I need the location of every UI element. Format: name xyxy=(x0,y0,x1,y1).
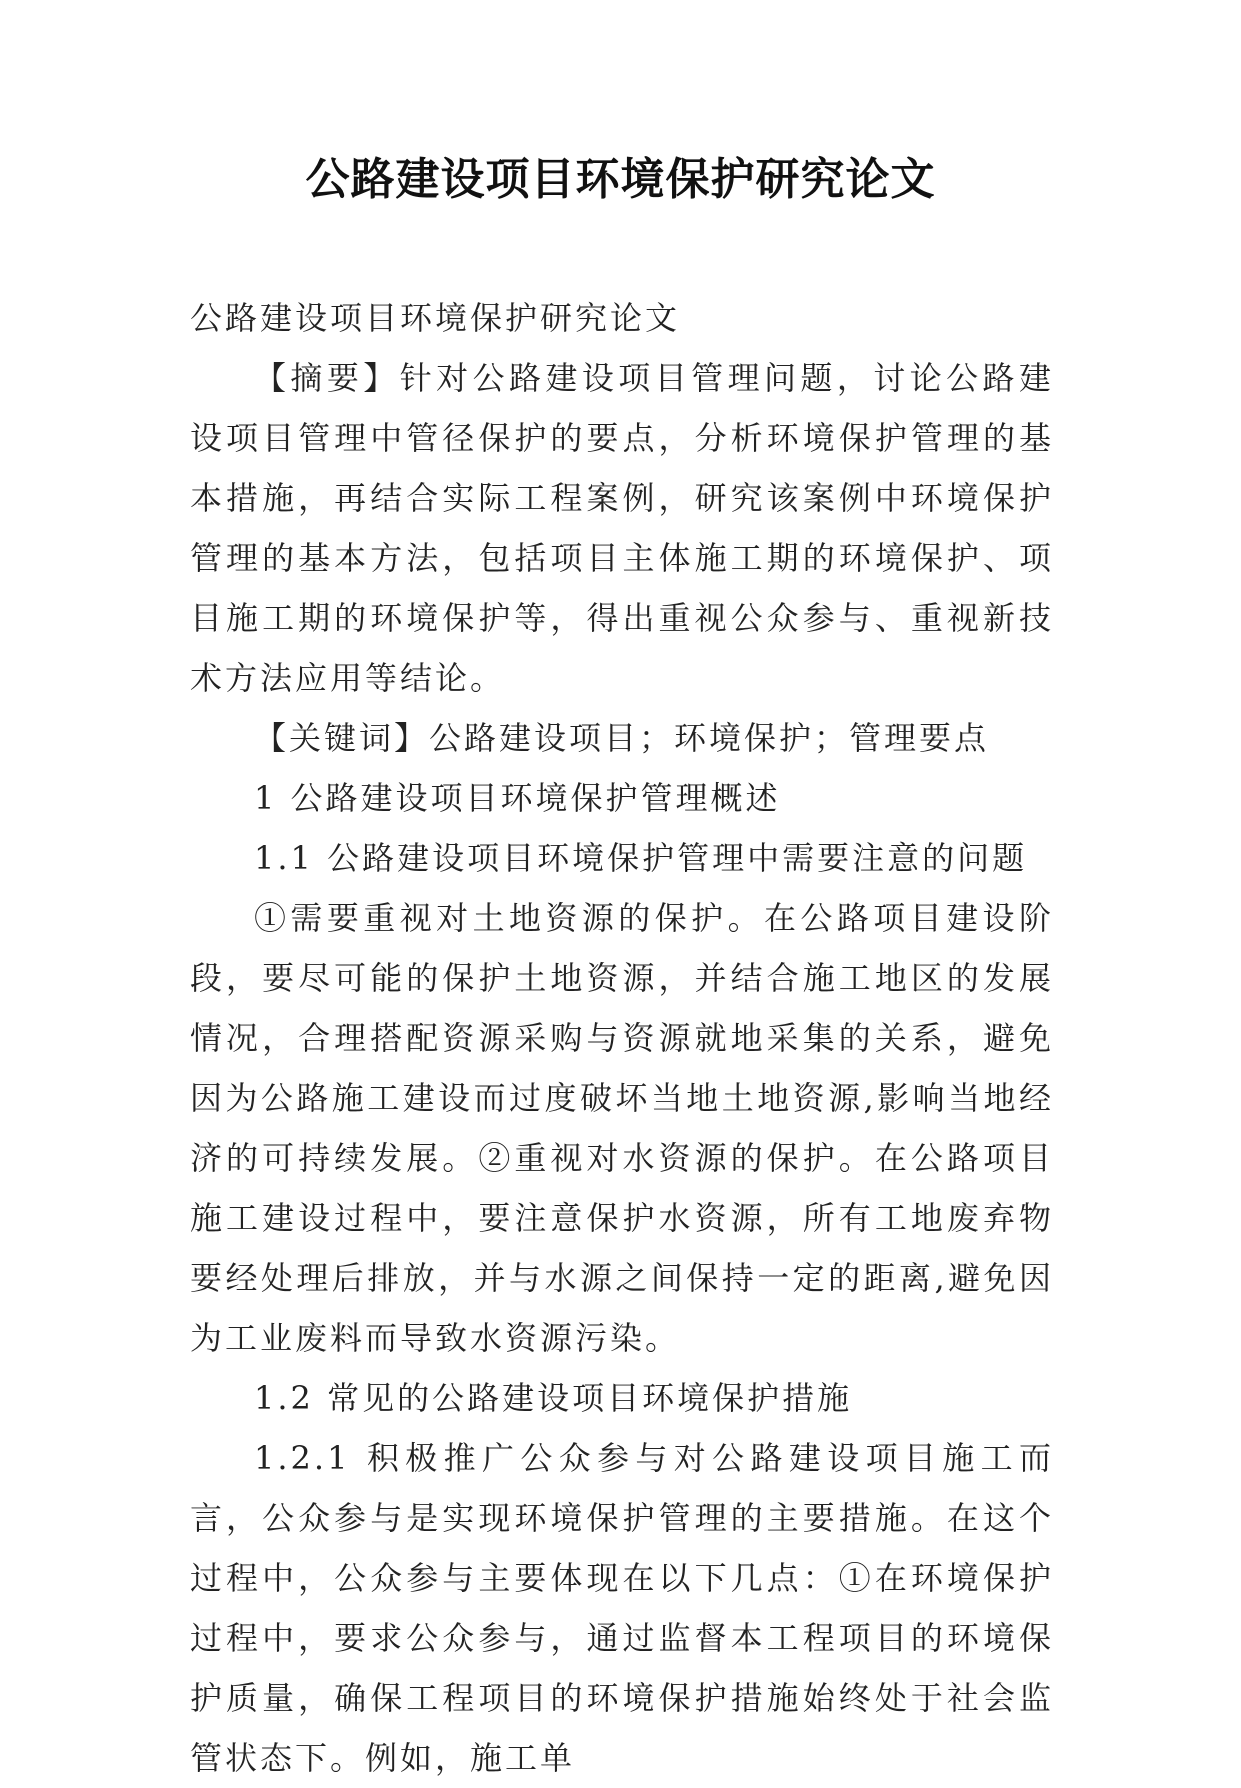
subsection-heading-1-2: 1.2 常见的公路建设项目环境保护措施 xyxy=(254,1379,853,1417)
document-body xyxy=(190,288,1054,1788)
section-heading-1: 1 公路建设项目环境保护管理概述 xyxy=(254,779,781,817)
body-paragraph: ①需要重视对土地资源的保护。在公路项目建设阶段，要尽可能的保护土地资源，并结合施工地区的发展情况，合理搭配资源采购与资源就地采集的关系，避免因为公路施工建设而过度破坏当地土地资源,影响当地经济的可持续发展。②重视对水资源的保护。在公路项目施工建设过程中，要注意保护水资源，所有工地废弃物要经处理后排放，并与水源之间保持一定的距离,避免因为工业废料而导致水资源污染。 xyxy=(190,899,1054,1357)
document-title: 公路建设项目环境保护研究论文 xyxy=(305,154,936,205)
paper-heading: 公路建设项目环境保护研究论文 xyxy=(190,299,681,337)
body-paragraph: 1.2.1 积极推广公众参与对公路建设项目施工而言，公众参与是实现环境保护管理的主要措施。在这个过程中，公众参与主要体现在以下几点：①在环境保护过程中，要求公众参与，通过监督本工程项目的环境保护质量，确保工程项目的环境保护措施始终处于社会监管状态下。例如，施工单 xyxy=(190,1439,1054,1777)
keywords-paragraph: 【关键词】公路建设项目；环境保护；管理要点 xyxy=(254,719,990,757)
abstract-paragraph: 【摘要】针对公路建设项目管理问题，讨论公路建设项目管理中管径保护的要点，分析环境保护管理的基本措施，再结合实际工程案例，研究该案例中环境保护管理的基本方法，包括项目主体施工期的环境保护、项目施工期的环境保护等，得出重视公众参与、重视新技术方法应用等结论。 xyxy=(190,359,1054,697)
subsection-heading-1-1: 1.1 公路建设项目环境保护管理中需要注意的问题 xyxy=(254,839,1028,877)
